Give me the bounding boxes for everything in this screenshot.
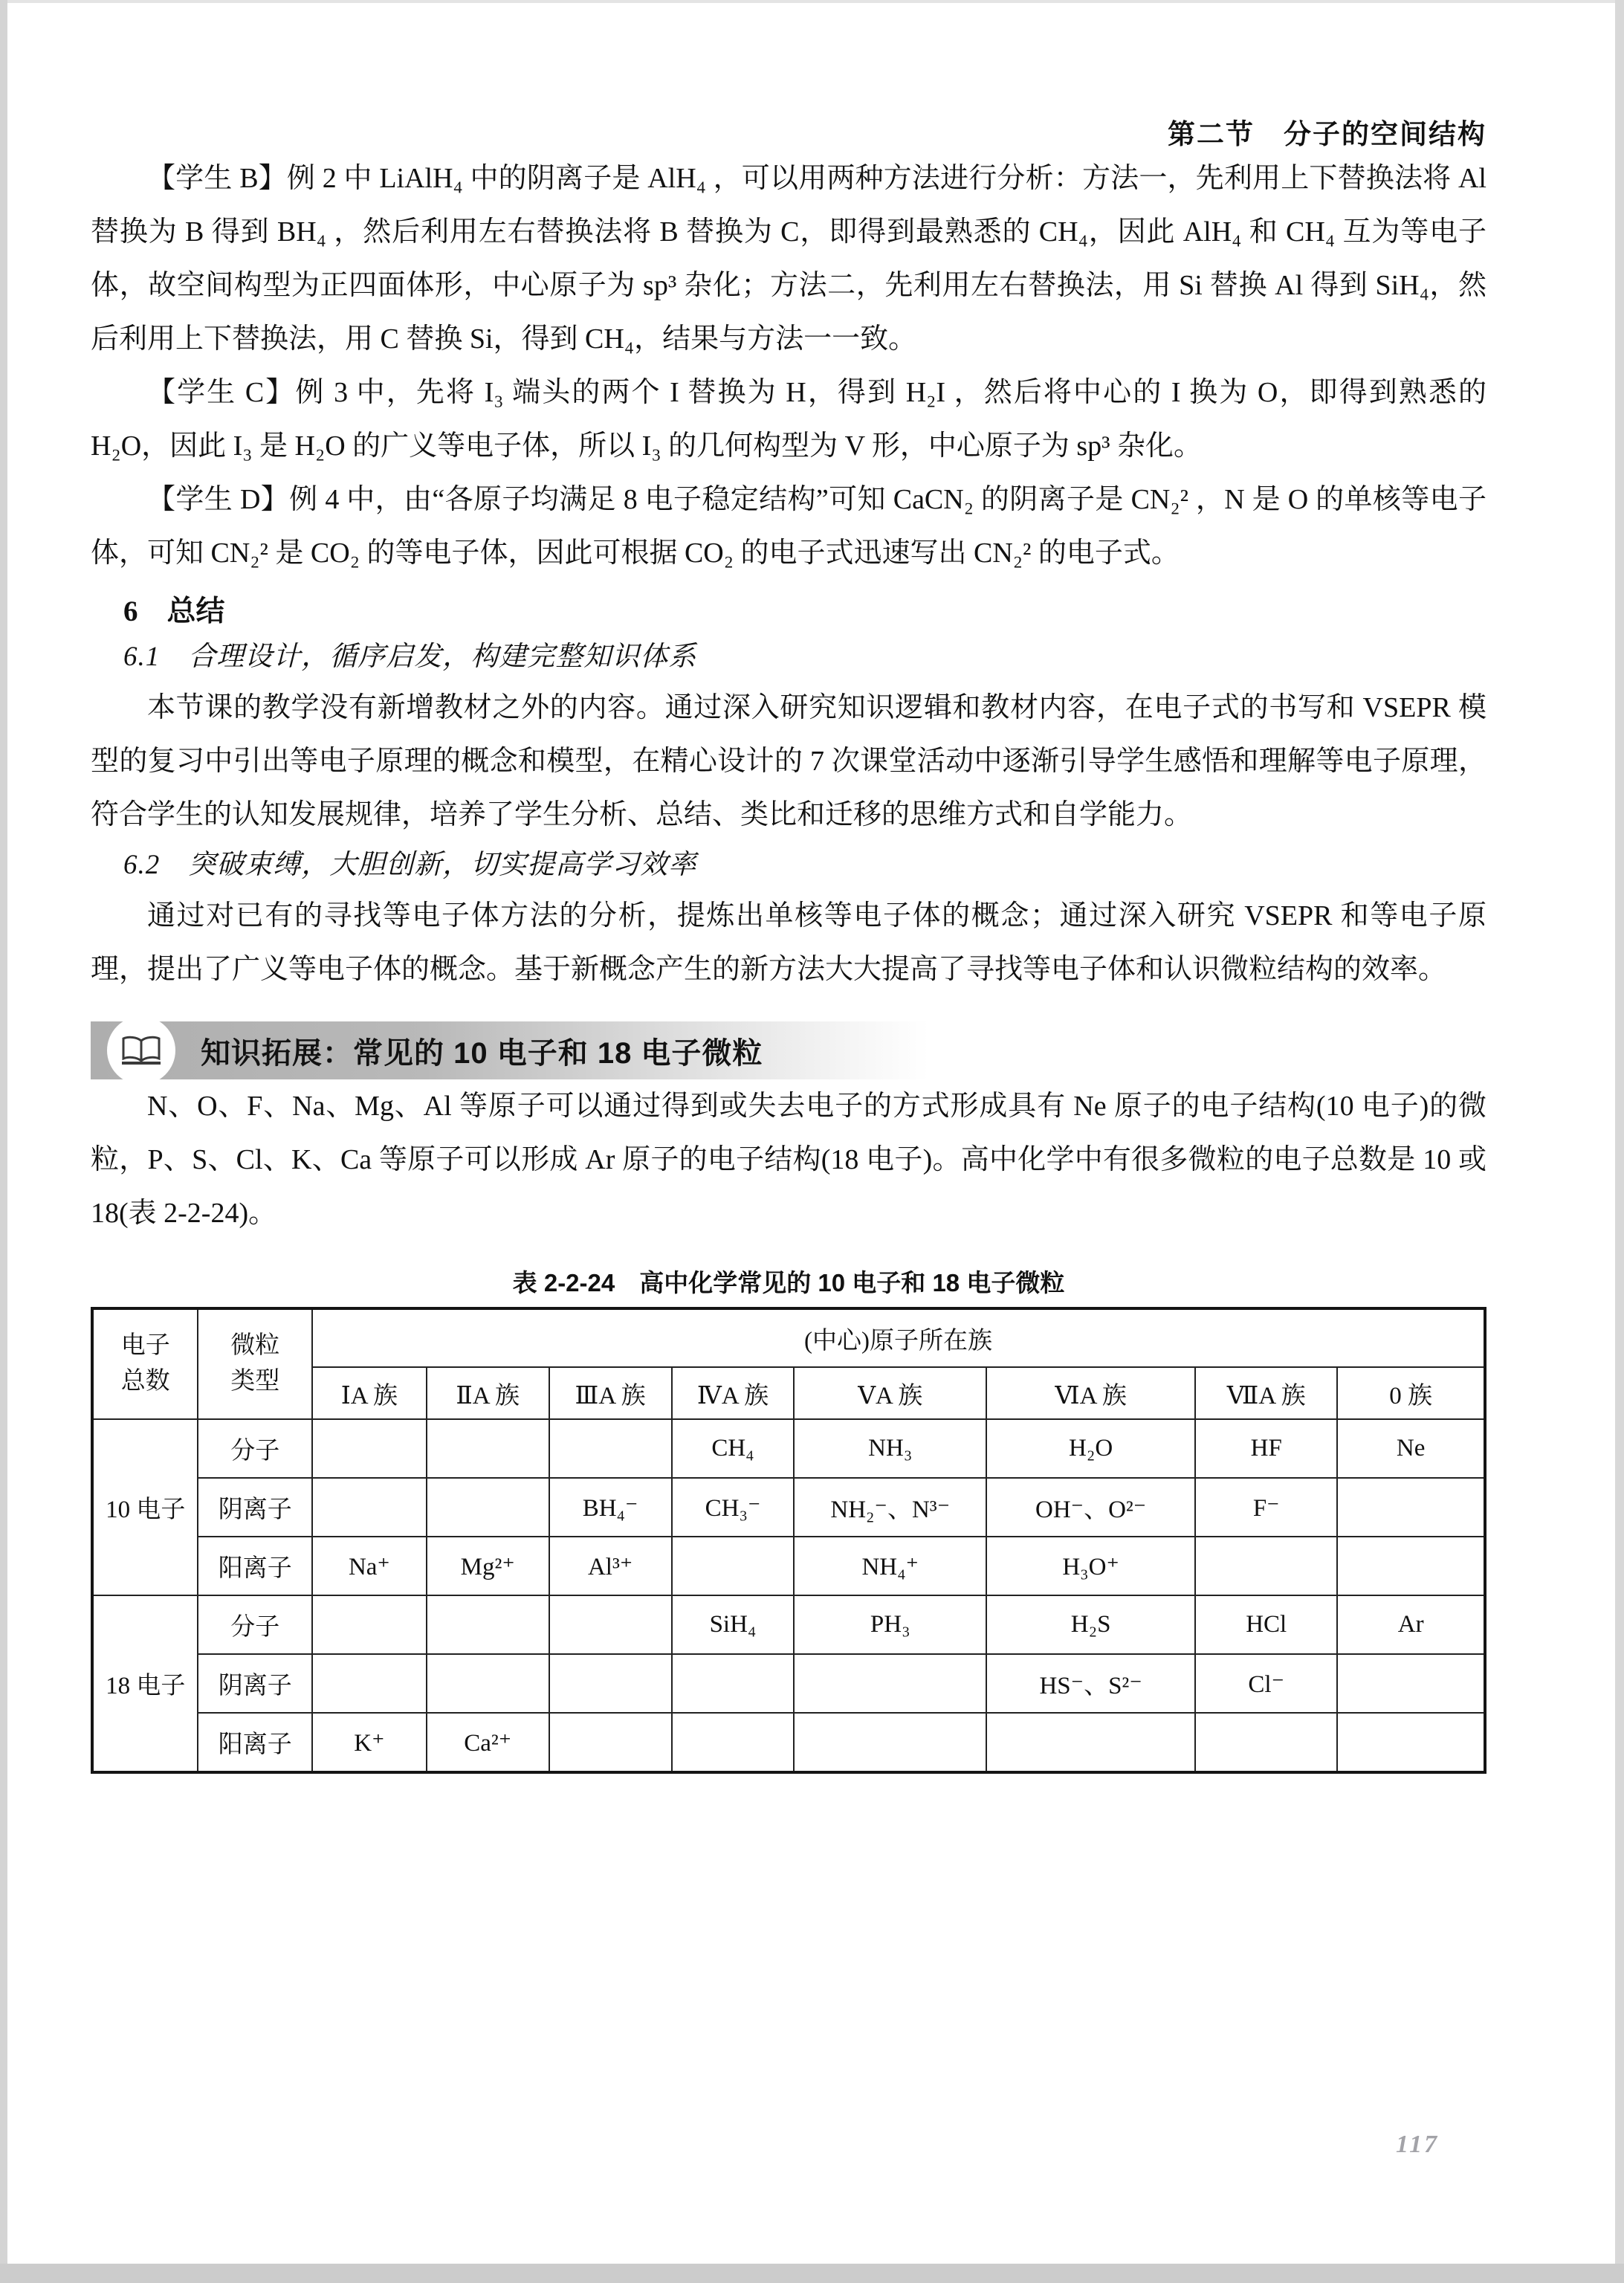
- table-cell: [427, 1595, 549, 1654]
- expansion-intro-paragraph: N、O、F、Na、Mg、Al 等原子可以通过得到或失去电子的方式形成具有 Ne 原子的电子结构(10 电子)的微粒，P、S、Cl、K、Ca 等原子可以形成 Ar 原子的电子结构(18 电子)。高中化学中有很多微粒的电子总数是 10 或 18(表 2-2-24)。: [91, 1091, 1486, 1229]
- page-edge-right: [1615, 0, 1624, 2283]
- table-cell: [427, 1654, 549, 1713]
- table-cell: CH₄: [672, 1419, 795, 1478]
- table-cell: Ar: [1337, 1595, 1485, 1654]
- table-cell: H₂S: [986, 1595, 1195, 1654]
- table-row: [92, 1478, 1485, 1537]
- table-cell: HS⁻、S²⁻: [986, 1654, 1195, 1713]
- open-book-icon: [107, 1016, 175, 1085]
- table-cell: OH⁻、O²⁻: [986, 1478, 1195, 1537]
- table-caption: 表 2-2-24 高中化学常见的 10 电子和 18 电子微粒: [512, 1269, 1065, 1297]
- header-family-IVA: ⅣA 族: [672, 1367, 795, 1419]
- paragraph-student-c: 【学生 C】例 3 中，先将 I₃ 端头的两个 I 替换为 H，得到 H₂I ，然后将中心的 I 换为 O，即得到熟悉的 H₂O，因此 I₃ 是 H₂O 的广义等电子体，所以 I₃ 的几何构型为 V 形，中心原子为 sp³ 杂化。: [91, 377, 1486, 462]
- table-cell: [549, 1419, 672, 1478]
- table-cell: [1337, 1478, 1485, 1537]
- table-cell: PH₃: [794, 1595, 986, 1654]
- table-cell: [312, 1419, 427, 1478]
- table-cell: H₂O: [986, 1419, 1195, 1478]
- page-header-title: 第二节 分子的空间结构: [1168, 120, 1486, 150]
- table-cell: [986, 1713, 1195, 1772]
- table-cell: Ne: [1337, 1419, 1485, 1478]
- row-type-label: 阳离子: [198, 1713, 312, 1772]
- table-cell: [312, 1654, 427, 1713]
- table-cell: Al³⁺: [549, 1537, 672, 1595]
- section-6-2-heading: 6.2 突破束缚，大胆创新，切实提高学习效率: [123, 850, 697, 880]
- table-cell: [672, 1654, 795, 1713]
- table-cell: NH₃: [794, 1419, 986, 1478]
- header-family-VIIA: ⅦA 族: [1195, 1367, 1337, 1419]
- table-cell: [549, 1595, 672, 1654]
- row-type-label: 分子: [198, 1419, 312, 1478]
- table-cell: Na⁺: [312, 1537, 427, 1595]
- table-cell: Cl⁻: [1195, 1654, 1337, 1713]
- particles-table: [91, 1307, 1486, 1774]
- table-cell: [1337, 1713, 1485, 1772]
- page-content: [91, 0, 1486, 1774]
- table-cell: [1195, 1537, 1337, 1595]
- table-cell: CH₃⁻: [672, 1478, 795, 1537]
- table-cell: [427, 1419, 549, 1478]
- row-type-label: 阴离子: [198, 1478, 312, 1537]
- header-family-VA: ⅤA 族: [794, 1367, 986, 1419]
- header-family-0: 0 族: [1337, 1367, 1485, 1419]
- section-6-2-paragraph: 通过对已有的寻找等电子体方法的分析，提炼出单核等电子体的概念；通过深入研究 VSEPR 和等电子原理，提出了广义等电子体的概念。基于新概念产生的新方法大大提高了寻找等电子体和认识微粒结构的效率。: [91, 900, 1486, 985]
- table-row: [92, 1419, 1485, 1478]
- table-cell: [672, 1537, 795, 1595]
- table-cell: HCl: [1195, 1595, 1337, 1654]
- knowledge-expansion-banner: [91, 1021, 929, 1079]
- row-type-label: 分子: [198, 1595, 312, 1654]
- paragraph-student-b: 【学生 B】例 2 中 LiAlH₄ 中的阴离子是 AlH₄ ，可以用两种方法进行分析：方法一，先利用上下替换法将 Al 替换为 B 得到 BH₄ ，然后利用左右替换法将 B 替换为 C，即得到最熟悉的 CH₄，因此 AlH₄ 和 CH₄ 互为等电子体，故空间构型为正四面体形，中心原子为 sp³ 杂化；方法二，先利用左右替换法，用 Si 替换 Al 得到 SiH₄，然后利用上下替换法，用 C 替换 Si，得到 CH₄，结果与方法一一致。: [91, 163, 1486, 355]
- running-header: [91, 112, 1486, 152]
- group-label-18e: 18 电子: [92, 1595, 198, 1772]
- table-cell: [549, 1713, 672, 1772]
- table-cell: [312, 1478, 427, 1537]
- table-cell: H₃O⁺: [986, 1537, 1195, 1595]
- table-cell: [1195, 1713, 1337, 1772]
- table-cell: [549, 1654, 672, 1713]
- section-6-1-heading: 6.1 合理设计，循序启发，构建完整知识体系: [123, 642, 697, 672]
- table-cell: [312, 1595, 427, 1654]
- page-number: 117: [1396, 2131, 1440, 2158]
- header-family-IA: ⅠA 族: [312, 1367, 427, 1419]
- section-6-heading: 6 总结: [123, 595, 225, 627]
- header-family-IIIA: ⅢA 族: [549, 1367, 672, 1419]
- row-type-label: 阴离子: [198, 1654, 312, 1713]
- table-cell: [1337, 1537, 1485, 1595]
- table-cell: [1337, 1654, 1485, 1713]
- table-cell: Mg²⁺: [427, 1537, 549, 1595]
- page-edge-bottom: [0, 2264, 1624, 2283]
- header-central-atom-group: (中心)原子所在族: [312, 1308, 1485, 1367]
- table-cell: [672, 1713, 795, 1772]
- page-edge-left: [0, 0, 7, 2283]
- section-6-1-paragraph: 本节课的教学没有新增教材之外的内容。通过深入研究知识逻辑和教材内容，在电子式的书写和 VSEPR 模型的复习中引出等电子原理的概念和模型，在精心设计的 7 次课堂活动中逐渐引导学生感悟和理解等电子原理，符合学生的认知发展规律，培养了学生分析、总结、类比和迁移的思维方式和自学能力。: [91, 692, 1486, 830]
- table-row: [92, 1537, 1485, 1595]
- table-row: [92, 1654, 1485, 1713]
- table-cell: BH₄⁻: [549, 1478, 672, 1537]
- header-electron-total: 电子总数: [92, 1308, 198, 1419]
- group-label-10e: 10 电子: [92, 1419, 198, 1595]
- table-cell: NH₄⁺: [794, 1537, 986, 1595]
- table-cell: SiH₄: [672, 1595, 795, 1654]
- table-row: [92, 1713, 1485, 1772]
- table-cell: K⁺: [312, 1713, 427, 1772]
- header-family-IIA: ⅡA 族: [427, 1367, 549, 1419]
- table-cell: [794, 1713, 986, 1772]
- table-row: [92, 1595, 1485, 1654]
- header-family-VIA: ⅥA 族: [986, 1367, 1195, 1419]
- knowledge-expansion-title: 知识拓展：常见的 10 电子和 18 电子微粒: [201, 1036, 763, 1070]
- table-cell: [794, 1654, 986, 1713]
- table-cell: HF: [1195, 1419, 1337, 1478]
- table-cell: Ca²⁺: [427, 1713, 549, 1772]
- table-cell: NH₂⁻、N³⁻: [794, 1478, 986, 1537]
- header-particle-type: 微粒类型: [198, 1308, 312, 1419]
- row-type-label: 阳离子: [198, 1537, 312, 1595]
- table-cell: [427, 1478, 549, 1537]
- table-cell: F⁻: [1195, 1478, 1337, 1537]
- paragraph-student-d: 【学生 D】例 4 中，由“各原子均满足 8 电子稳定结构”可知 CaCN₂ 的阴离子是 CN₂² ，N 是 O 的单核等电子体，可知 CN₂² 是 CO₂ 的等电子体，因此可根据 CO₂ 的电子式迅速写出 CN₂² 的电子式。: [91, 484, 1486, 569]
